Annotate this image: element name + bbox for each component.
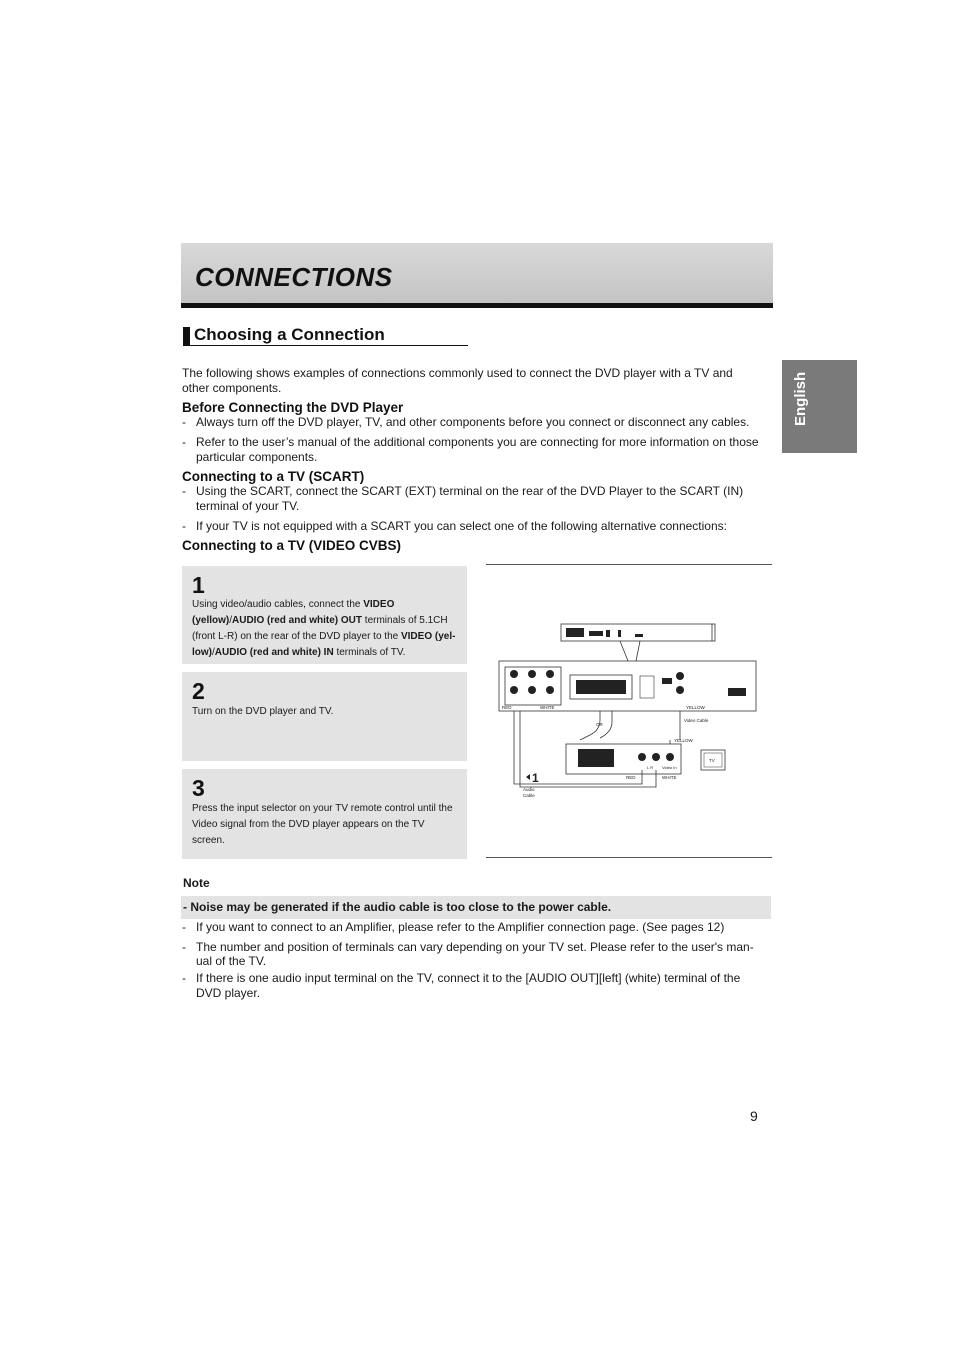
hdmi-port xyxy=(728,688,746,696)
label-video-in: Video In xyxy=(662,765,677,770)
scart-bullet-2-text: If your TV is not equipped with a SCART you can select one of the following alternative connections: xyxy=(196,519,727,533)
before-bullet-2: - Refer to the user’s manual of the additional components you are connecting for more information on those particular components. xyxy=(182,435,759,464)
label-audio-cable-2: Cable xyxy=(523,793,535,798)
scart-bullet-1-line-2: terminal of your TV. xyxy=(196,499,300,513)
label-tv: TV xyxy=(709,758,715,763)
label-white-bottom: WHITE xyxy=(662,775,677,780)
note-bullet-1: - If you want to connect to an Amplifier, please refer to the Amplifier connection page. (See pages 12) xyxy=(182,920,725,934)
note-highlight-text: - Noise may be generated if the audio cable is too close to the power cable. xyxy=(183,900,612,914)
before-bullet-2-line-1: Refer to the user’s manual of the additional components you are connecting for more information on those xyxy=(196,435,759,449)
label-video-cable: Video Cable xyxy=(684,718,709,723)
note-label: Note xyxy=(183,876,210,890)
label-audio-cable-1: Audio xyxy=(523,787,535,792)
scart-bullet-2: - If your TV is not equipped with a SCART you can select one of the following alternative connections: xyxy=(182,519,727,533)
step-3-number: 3 xyxy=(192,775,205,801)
dvd-player-front xyxy=(561,624,715,641)
scart-bullet-1-line-1: Using the SCART, connect the SCART (EXT) terminal on the rear of the DVD Player to the SCART (IN) xyxy=(196,484,744,498)
note-bullet-3: - If there is one audio input terminal on the TV, connect it to the [AUDIO OUT][left] (white) terminal of the DVD player. xyxy=(182,971,741,1000)
scart-bullet-1: - Using the SCART, connect the SCART (EXT) terminal on the rear of the DVD Player to the SCART (IN) terminal of your TV. xyxy=(182,484,744,513)
note-bullet-2-line-1: The number and position of terminals can vary depending on your TV set. Please refer to the user's man- xyxy=(196,940,754,954)
cvbs-heading: Connecting to a TV (VIDEO CVBS) xyxy=(182,538,402,553)
before-heading: Before Connecting the DVD Player xyxy=(182,400,404,415)
note-bullet-1-text: If you want to connect to an Amplifier, please refer to the Amplifier connection page. (See pages 12) xyxy=(196,920,725,934)
note-bullet-2-line-2: ual of the TV. xyxy=(196,954,267,968)
note-bullet-2: - The number and position of terminals can vary depending on your TV set. Please refer to the user's man- ual of the TV. xyxy=(182,940,754,968)
label-step-marker: 1 xyxy=(532,771,539,785)
label-red-bottom: RED xyxy=(626,775,636,780)
page-number: 9 xyxy=(750,1108,758,1124)
language-tab-label: English xyxy=(792,371,809,426)
step-3-box xyxy=(182,769,467,859)
note-bullet-3-line-2: DVD player. xyxy=(196,986,261,1000)
step-2-number: 2 xyxy=(192,678,205,704)
label-yellow-mid: YELLOW xyxy=(674,738,693,743)
step-2-text: Turn on the DVD player and TV. xyxy=(192,706,334,717)
dvd-slot xyxy=(589,631,603,636)
note-bullet-3-line-1: If there is one audio input terminal on the TV, connect it to the [AUDIO OUT][left] (white) terminal of the xyxy=(196,971,741,985)
section-title: Choosing a Connection xyxy=(194,325,385,344)
tv-scart-port xyxy=(578,749,614,767)
section-marker xyxy=(183,327,190,346)
step-1-text: Using video/audio cables, connect the VIDEO (yellow)/AUDIO (red and white) OUT terminals of 5.1CH (front L-R) on the rear of the DVD player to the VIDEO (yel- low)/AUDIO (red and white) IN terminals of TV. xyxy=(192,599,456,658)
page-title: CONNECTIONS xyxy=(195,262,393,292)
step-3-text: Press the input selector on your TV remote control until the Video signal from the DVD player appears on the TV screen. xyxy=(192,803,453,846)
dvd-display xyxy=(566,628,584,637)
svg-text:L R: L R xyxy=(647,765,654,770)
before-bullet-2-line-2: particular components. xyxy=(196,450,318,464)
label-yellow-top: YELLOW xyxy=(686,705,705,710)
section-underline xyxy=(183,345,468,346)
before-bullet-1: - Always turn off the DVD player, TV, and other components before you connect or disconnect any cables. xyxy=(182,415,750,429)
intro-line-1: The following shows examples of connections commonly used to connect the DVD player with a TV and xyxy=(182,366,733,380)
scart-heading: Connecting to a TV (SCART) xyxy=(182,469,365,484)
label-red-top: RED xyxy=(502,705,512,710)
step-1-box xyxy=(182,566,467,664)
step-1-number: 1 xyxy=(192,572,205,598)
intro-line-2: other components. xyxy=(182,381,282,395)
step-2-box xyxy=(182,672,467,761)
before-bullet-1-text: Always turn off the DVD player, TV, and other components before you connect or disconnect any cables. xyxy=(196,415,750,429)
label-or: OR xyxy=(596,722,603,727)
connection-diagram xyxy=(486,564,772,858)
label-white-top: WHITE xyxy=(540,705,555,710)
